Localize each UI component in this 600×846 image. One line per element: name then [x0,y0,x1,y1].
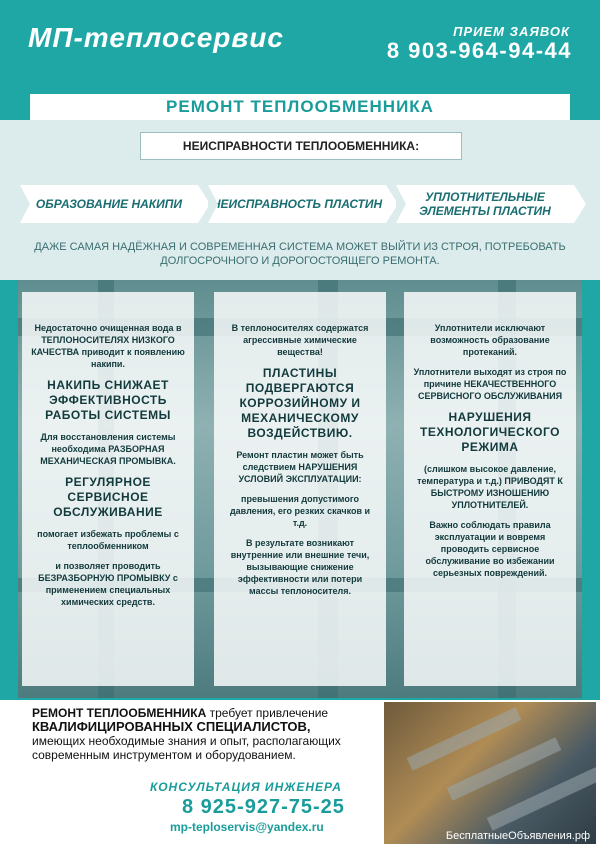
phone-label: ПРИЕМ ЗАЯВОК [453,24,570,39]
footer-phone[interactable]: 8 925-927-75-25 [182,796,345,818]
faults-heading: НЕИСПРАВНОСТИ ТЕПЛООБМЕННИКА: [140,132,462,160]
footer-title-rest: требует привлечение [206,706,329,720]
text-block: и позволяет проводить БЕЗРАЗБОРНУЮ ПРОМЫВКУ с применением специальных химических средств. [38,561,178,607]
text-block: РЕГУЛЯРНОЕ СЕРВИСНОЕ ОБСЛУЖИВАНИЕ [53,475,163,519]
column-gaskets [404,292,576,686]
text-block: НАКИПЬ СНИЖАЕТ ЭФФЕКТИВНОСТЬ РАБОТЫ СИСТЕМЫ [45,378,171,422]
footer-text [32,706,372,762]
category-plates: НЕИСПРАВНОСТЬ ПЛАСТИН [208,185,386,223]
text-block: НАРУШЕНИЯ ТЕХНОЛОГИЧЕСКОГО РЕЖИМА [420,410,560,454]
column-scale [22,292,194,686]
text-block: Ремонт пластин может быть следствием НАРУШЕНИЯ УСЛОВИЙ ЭКСПЛУАТАЦИИ: [236,450,364,484]
footer-specialists: КВАЛИФИЦИРОВАННЫХ СПЕЦИАЛИСТОВ, [32,719,311,734]
text-block: (слишком высокое давление, температура и т.д.) ПРИВОДЯТ К БЫСТРОМУ ИЗНОШЕНИЮ УПЛОТНИТЕЛЕЙ. [417,464,563,510]
footer-title: РЕМОНТ ТЕПЛООБМЕННИКА [32,706,207,720]
text-block: помогает избежать проблемы с теплообменником [37,529,179,551]
text-block: Недостаточно очищенная вода в ТЕПЛОНОСИТЕЛЯХ НИЗКОГО КАЧЕСТВА приводит к появлению накипи. [31,323,185,369]
text-block: В результате возникают внутренние или внешние течи, вызывающие снижение эффективности или потери массы теплоносителя. [230,538,370,596]
text-block: Уплотнители выходят из строя по причине НЕКАЧЕСТВЕННОГО СЕРВИСНОГО ОБСЛУЖИВАНИЯ [413,367,567,401]
statement-text: ДАЖЕ САМАЯ НАДЁЖНАЯ И СОВРЕМЕННАЯ СИСТЕМА МОЖЕТ ВЫЙТИ ИЗ СТРОЯ, ПОТРЕБОВАТЬ ДОЛГОСРОЧНОГО И ДОРОГОСТОЯЩЕГО РЕМОНТА. [34,241,566,267]
brand-title: МП-теплосервис [28,22,284,53]
heat-exchanger-photo [384,702,596,844]
footer-description: имеющих необходимые знания и опыт, располагающих современным инструментом и оборудованием. [32,734,341,762]
text-block: ПЛАСТИНЫ ПОДВЕРГАЮТСЯ КОРРОЗИЙНОМУ И МЕХАНИЧЕСКОМУ ВОЗДЕЙСТВИЮ. [239,366,361,440]
text-block: В теплоносителях содержатся агрессивные химические вещества! [231,323,369,357]
header [0,0,600,90]
text-block: Для восстановления системы необходима РАЗБОРНАЯ МЕХАНИЧЕСКАЯ ПРОМЫВКА. [40,432,176,466]
watermark: БесплатныеОбъявления.рф [445,830,590,842]
footer-email[interactable]: mp-teploservis@yandex.ru [170,820,324,834]
consult-label: КОНСУЛЬТАЦИЯ ИНЖЕНЕРА [150,780,342,794]
text-block: превышения допустимого давления, его резких скачков и т.д. [229,494,371,528]
header-phone[interactable]: 8 903-964-94-44 [386,38,572,63]
text-block: Уплотнители исключают возможность образование протеканий. [430,323,550,357]
column-plates [214,292,386,686]
category-gaskets: УПЛОТНИТЕЛЬНЫЕ ЭЛЕМЕНТЫ ПЛАСТИН [396,185,574,223]
text-block: Важно соблюдать правила эксплуатации и вовремя проводить сервисное обслуживание во избежании серьезных повреждений. [425,520,555,578]
category-scale: ОБРАЗОВАНИЕ НАКИПИ [20,185,198,223]
title-bar [30,94,570,120]
page-title: РЕМОНТ ТЕПЛООБМЕННИКА [166,97,434,116]
